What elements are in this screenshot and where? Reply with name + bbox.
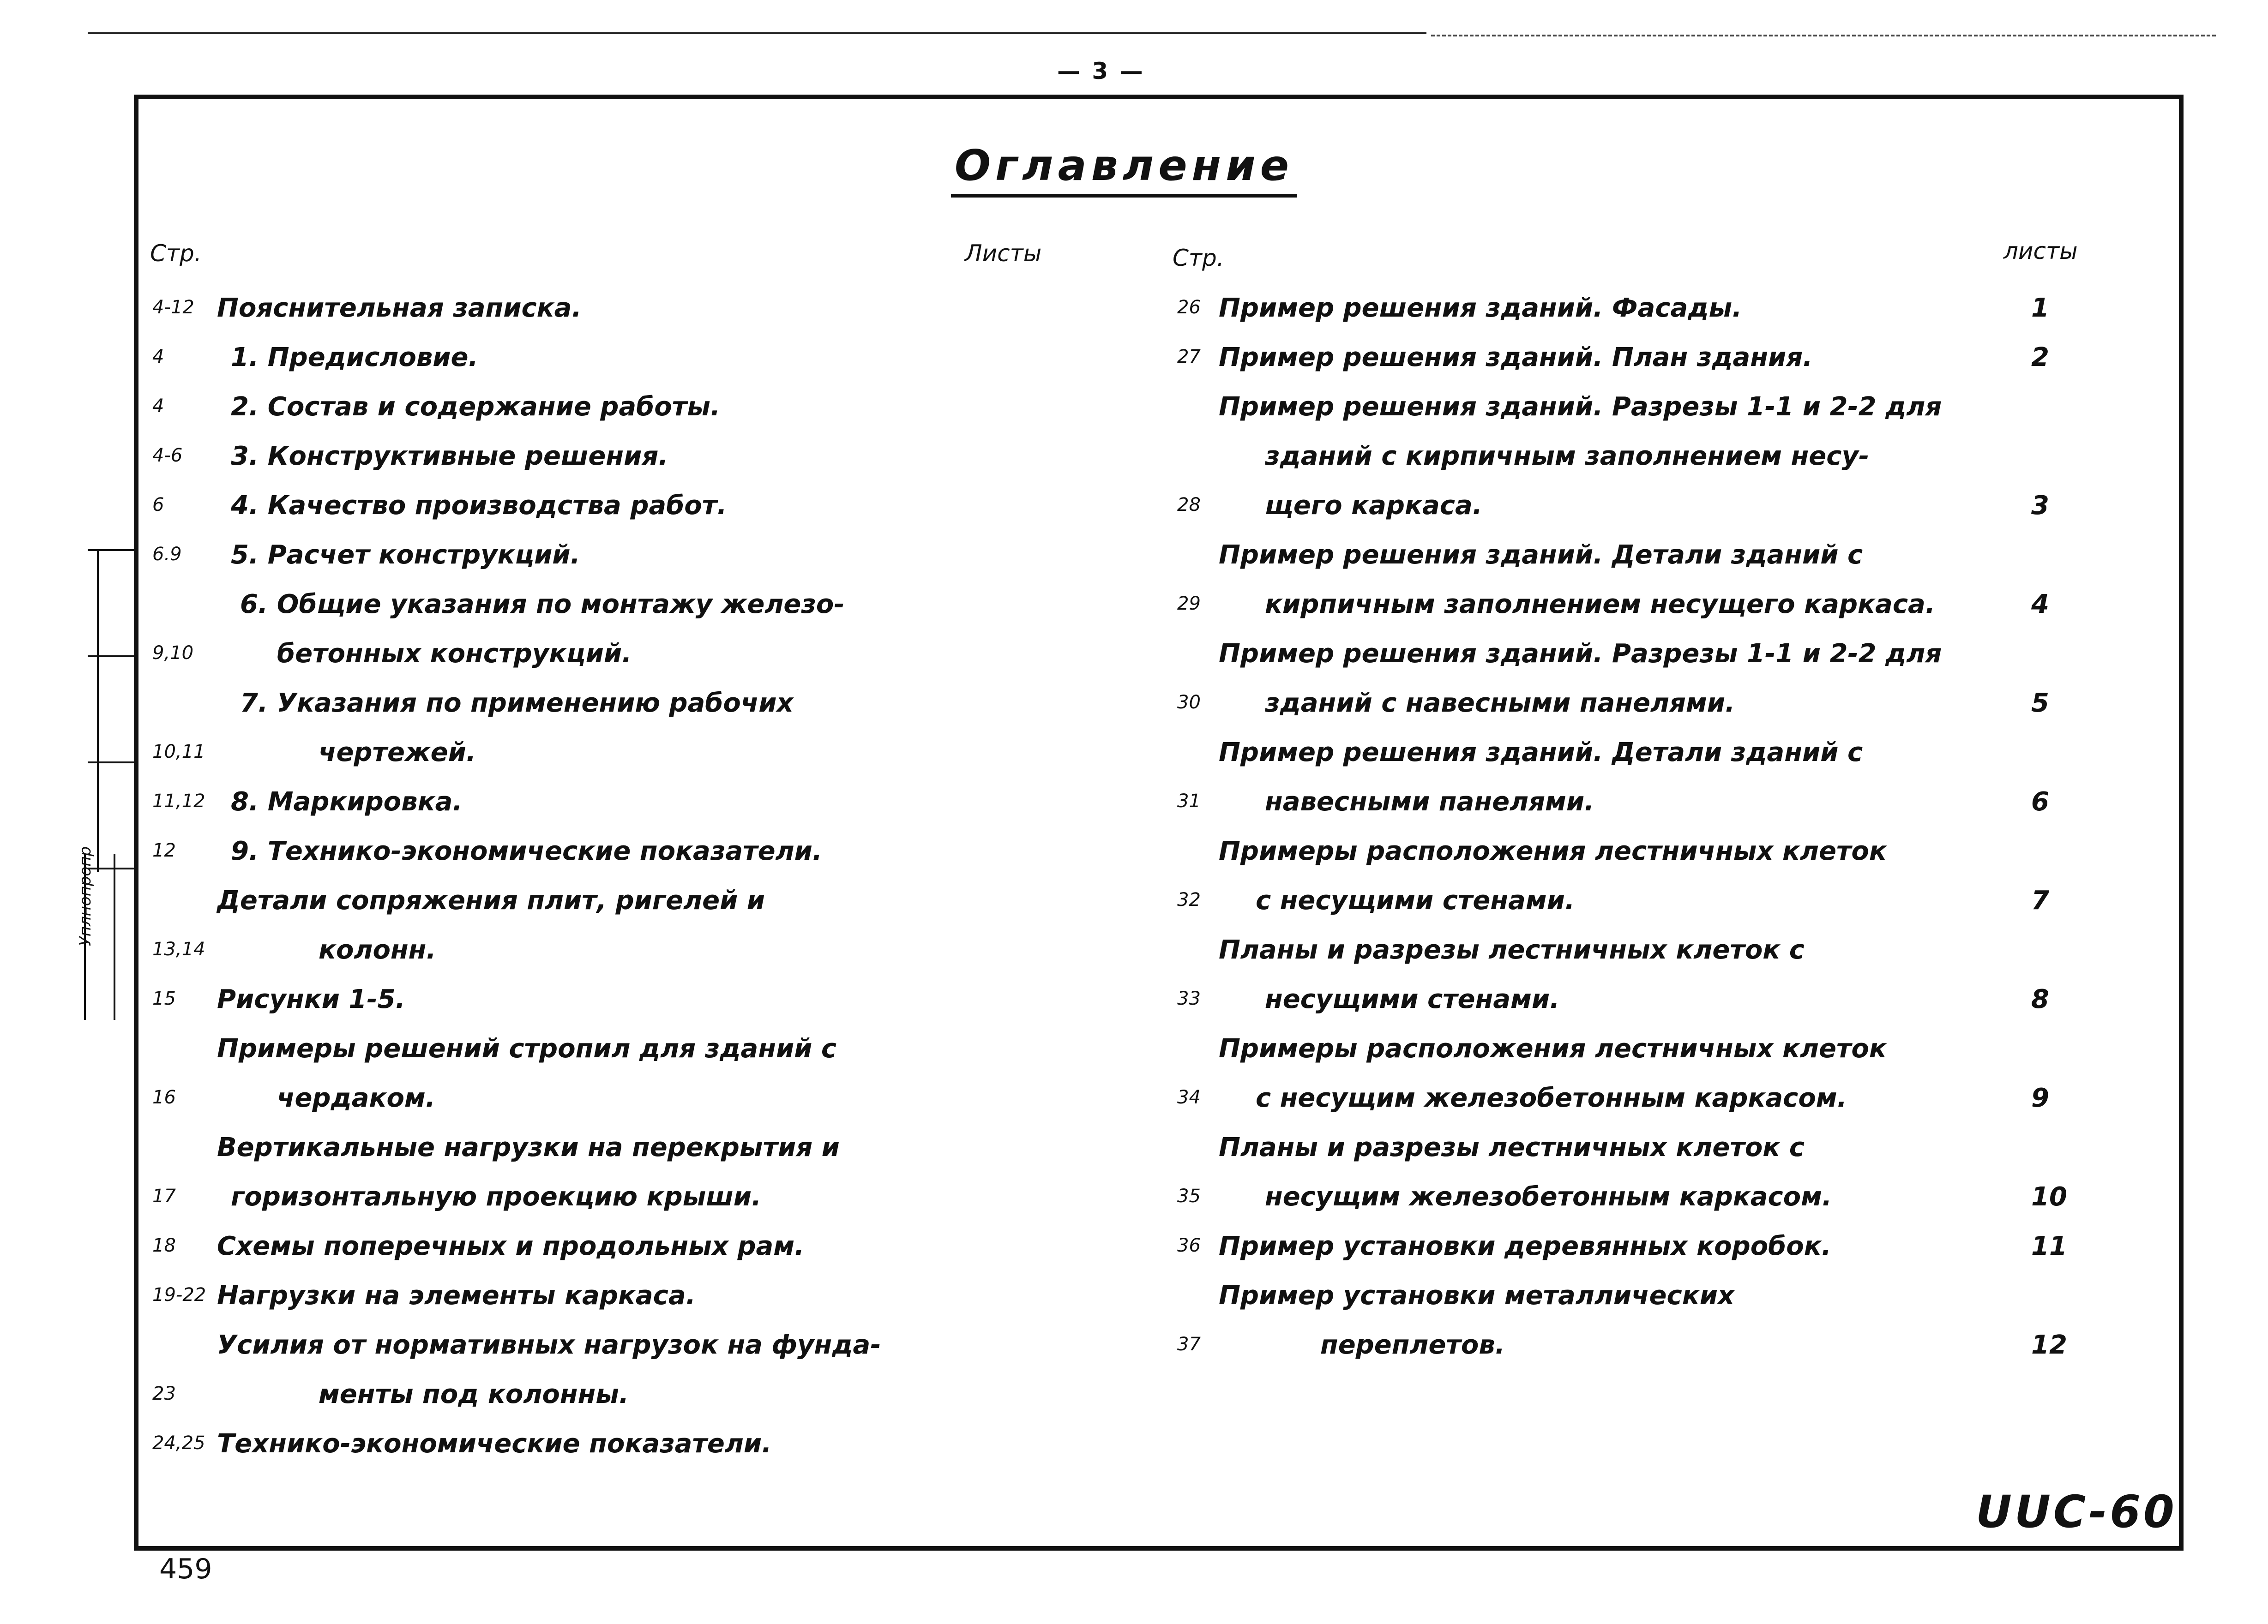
toc-page-ref: 4-12 — [152, 297, 194, 318]
toc-sheet-number: 1 — [2031, 293, 2049, 323]
toc-entry-text: Пример решения зданий. Фасады. — [1219, 293, 1742, 323]
toc-page-ref: 36 — [1177, 1235, 1201, 1256]
toc-entry-text: горизонтальную проекцию крыши. — [231, 1182, 762, 1212]
toc-entry-text: Пример решения зданий. Детали зданий с — [1219, 737, 1863, 767]
toc-page-ref: 23 — [152, 1383, 176, 1404]
toc-entry-text: Пример решения зданий. Разрезы 1-1 и 2-2 для — [1219, 392, 1942, 422]
toc-page-ref: 32 — [1177, 889, 1201, 911]
toc-page-ref: 6.9 — [152, 544, 182, 565]
right-sheets-header: листы — [2003, 238, 2078, 264]
toc-entry-text: 6. Общие указания по монтажу железо- — [240, 589, 845, 619]
toc-page-ref: 19-22 — [152, 1284, 206, 1306]
toc-page-ref: 17 — [152, 1186, 176, 1207]
toc-entry-text: 2. Состав и содержание работы. — [231, 392, 721, 422]
toc-sheet-number: 2 — [2031, 342, 2049, 372]
toc-entry-text: зданий с кирпичным заполнением несу- — [1265, 441, 1870, 471]
toc-entry-text: Примеры расположения лестничных клеток — [1219, 836, 1887, 866]
toc-page-ref: 31 — [1177, 791, 1201, 812]
toc-entry-text: с несущим железобетонным каркасом. — [1256, 1083, 1847, 1113]
toc-sheet-number: 7 — [2031, 886, 2049, 916]
left-sheets-header: Листы — [965, 240, 1042, 267]
toc-entry-text: Пример установки деревянных коробок. — [1219, 1231, 1832, 1261]
toc-entry-text: колонн. — [319, 935, 436, 965]
toc-entry-text: менты под колонны. — [319, 1379, 629, 1409]
toc-entry-text: несущими стенами. — [1265, 984, 1560, 1014]
toc-sheet-number: 3 — [2031, 491, 2049, 521]
toc-page-ref: 18 — [152, 1235, 176, 1256]
toc-page-ref: 35 — [1177, 1186, 1201, 1207]
toc-entry-text: Нагрузки на элементы каркаса. — [217, 1281, 696, 1311]
toc-page-ref: 4 — [152, 396, 164, 417]
toc-page-ref: 4 — [152, 346, 164, 367]
toc-sheet-number: 6 — [2031, 787, 2049, 817]
toc-entry-text: чердаком. — [277, 1083, 436, 1113]
toc-entry-text: навесными панелями. — [1265, 787, 1594, 817]
binding-line — [97, 549, 99, 872]
toc-page-ref: 29 — [1177, 593, 1201, 614]
toc-entry-text: чертежей. — [319, 737, 476, 767]
binding-stamp-text: Уплнопропр — [76, 846, 95, 946]
toc-page-ref: 16 — [152, 1087, 176, 1108]
toc-page-ref: 24,25 — [152, 1432, 205, 1454]
toc-sheet-number: 12 — [2031, 1330, 2067, 1360]
toc-sheet-number: 10 — [2031, 1182, 2067, 1212]
toc-entry-text: Рисунки 1-5. — [217, 984, 405, 1014]
toc-sheet-number: 4 — [2031, 589, 2049, 619]
toc-entry-text: Планы и разрезы лестничных клеток с — [1219, 935, 1805, 965]
toc-entry-text: 8. Маркировка. — [231, 787, 463, 817]
toc-page-ref: 6 — [152, 494, 164, 515]
toc-page-ref: 28 — [1177, 494, 1201, 515]
document-code: UUC-60 — [1976, 1486, 2177, 1538]
toc-entry-text: Пример решения зданий. Разрезы 1-1 и 2-2 для — [1219, 639, 1942, 669]
toc-sheet-number: 11 — [2031, 1231, 2067, 1261]
toc-page-ref: 27 — [1177, 346, 1201, 367]
toc-entry-text: Пример решения зданий. План здания. — [1219, 342, 1813, 372]
page-title: Оглавление — [951, 141, 1297, 198]
toc-entry-text: Схемы поперечных и продольных рам. — [217, 1231, 805, 1261]
toc-page-ref: 13,14 — [152, 939, 205, 960]
inventory-number: 459 — [159, 1553, 212, 1585]
left-page-header: Стр. — [150, 240, 202, 267]
toc-entry-text: зданий с навесными панелями. — [1265, 688, 1735, 718]
toc-sheet-number: 5 — [2031, 688, 2049, 718]
binding-tick — [88, 761, 134, 763]
toc-entry-text: Усилия от нормативных нагрузок на фунда- — [217, 1330, 881, 1360]
toc-page-ref: 15 — [152, 988, 176, 1009]
toc-entry-text: несущим железобетонным каркасом. — [1265, 1182, 1832, 1212]
toc-page-ref: 30 — [1177, 692, 1201, 713]
page-number: — 3 — — [1057, 58, 1145, 84]
toc-entry-text: 9. Технико-экономические показатели. — [231, 836, 823, 866]
binding-tick — [88, 655, 134, 657]
toc-entry-text: Примеры решений стропил для зданий с — [217, 1034, 837, 1064]
toc-entry-text: 1. Предисловие. — [231, 342, 478, 372]
toc-entry-text: Пример установки металлических — [1219, 1281, 1735, 1311]
toc-entry-text: 7. Указания по применению рабочих — [240, 688, 794, 718]
toc-page-ref: 26 — [1177, 297, 1201, 318]
toc-entry-text: переплетов. — [1320, 1330, 1505, 1360]
toc-page-ref: 12 — [152, 840, 176, 861]
toc-entry-text: кирпичным заполнением несущего каркаса. — [1265, 589, 1936, 619]
toc-page-ref: 11,12 — [152, 791, 205, 812]
toc-sheet-number: 8 — [2031, 984, 2049, 1014]
right-page-header: Стр. — [1173, 245, 1224, 271]
toc-entry-text: 5. Расчет конструкций. — [231, 540, 580, 570]
toc-page-ref: 34 — [1177, 1087, 1201, 1108]
toc-page-ref: 4-6 — [152, 445, 183, 466]
toc-entry-text: 3. Конструктивные решения. — [231, 441, 668, 471]
toc-entry-text: Технико-экономические показатели. — [217, 1429, 772, 1459]
toc-entry-text: Примеры расположения лестничных клеток — [1219, 1034, 1887, 1064]
toc-sheet-number: 9 — [2031, 1083, 2049, 1113]
toc-entry-text: бетонных конструкций. — [277, 639, 632, 669]
toc-entry-text: Планы и разрезы лестничных клеток с — [1219, 1133, 1805, 1163]
toc-entry-text: щего каркаса. — [1265, 491, 1483, 521]
toc-entry-text: 4. Качество производства работ. — [231, 491, 727, 521]
toc-entry-text: Вертикальные нагрузки на перекрытия и — [217, 1133, 840, 1163]
toc-entry-text: Пример решения зданий. Детали зданий с — [1219, 540, 1863, 570]
toc-entry-text: с несущими стенами. — [1256, 886, 1575, 916]
toc-entry-text: Детали сопряжения плит, ригелей и — [217, 886, 765, 916]
toc-page-ref: 9,10 — [152, 642, 194, 664]
toc-entry-text: Пояснительная записка. — [217, 293, 582, 323]
top-rule-dashed — [1431, 35, 2216, 36]
toc-page-ref: 10,11 — [152, 741, 205, 762]
toc-page-ref: 33 — [1177, 988, 1201, 1009]
binding-tick — [88, 549, 134, 551]
toc-page-ref: 37 — [1177, 1334, 1201, 1355]
top-rule — [88, 32, 1426, 34]
